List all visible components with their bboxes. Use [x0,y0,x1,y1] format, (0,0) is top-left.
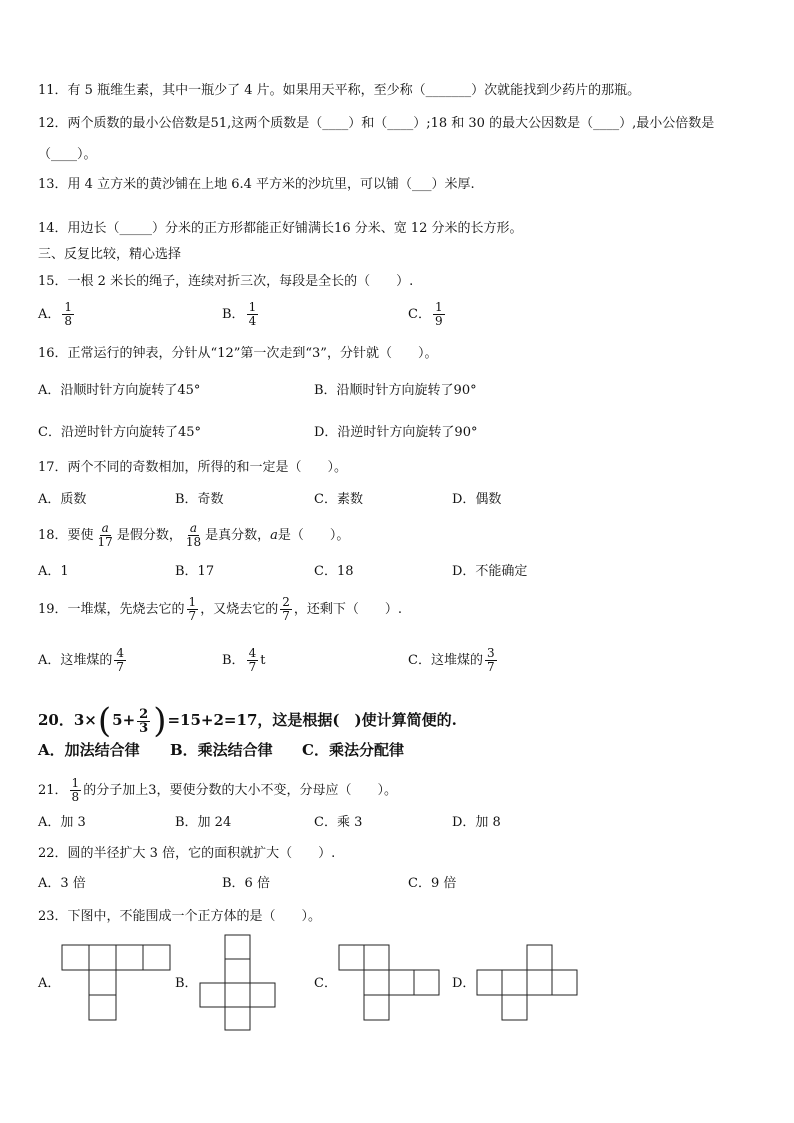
q17-option-c[interactable]: C．素数 [314,492,363,507]
question-13: 13．用 4 立方米的黄沙铺在上地 6.4 平方米的沙坑里，可以铺（___）米厚. [38,177,475,192]
q21-option-b[interactable]: B．加 24 [175,815,232,830]
q16-option-c[interactable]: C．沿逆时针方向旋转了45° [38,425,201,440]
fraction: $\frac{2}{7}$ [282,595,290,623]
fraction: $\frac{1}{7}$ [188,595,197,623]
question-11: 11．有 5 瓶维生素，其中一瓶少了 4 片。如果用天平称，至少称（_______）次就能找到少药片的那瓶。 [38,83,641,98]
section-3-heading: 三、反复比较，精心选择 [38,247,182,262]
q17-option-a[interactable]: A．质数 [38,492,87,507]
cube-net-d[interactable] [477,945,579,1021]
q23-option-c-label[interactable]: C． [314,976,337,991]
q22-option-c[interactable]: C．9 倍 [408,876,457,891]
q15-option-a[interactable]: A． $\frac{1}{8}$ [38,300,73,328]
right-parenthesis: ) [153,701,167,741]
fraction: $\frac{4}{7}$ [248,646,257,674]
question-12-line2: （____）。 [38,147,97,162]
fraction: $\frac{2}{3}$ [139,706,149,736]
fraction: $\frac{4}{7}$ [116,646,125,674]
q19-option-b[interactable]: B． $\frac{4}{7}$ t [222,646,266,674]
question-22: 22．圆的半径扩大 3 倍，它的面积就扩大（ ）. [38,846,336,861]
q23-option-a-label[interactable]: A． [38,976,61,991]
q22-option-a[interactable]: A．3 倍 [38,876,86,891]
question-21: 21． $\frac{1}{8}$ 的分子加上3，要使分数的大小不变，分母应（ ）。 [38,776,397,804]
q20-option-b[interactable]: B．乘法结合律 [170,741,273,759]
q15-option-c[interactable]: C． $\frac{1}{9}$ [408,300,443,328]
fraction: $\frac{a}{17}$ [97,521,113,549]
fraction: $\frac{1}{4}$ [248,300,257,328]
question-23: 23．下图中，不能围成一个正方体的是（ ）。 [38,909,322,924]
cube-net-c[interactable] [339,945,441,1021]
question-15: 15．一根 2 米长的绳子，连续对折三次，每段是全长的（ ）. [38,274,414,289]
fraction: $\frac{a}{18}$ [185,521,202,549]
q23-option-b-label[interactable]: B． [175,976,198,991]
q20-option-c[interactable]: C．乘法分配律 [302,741,404,759]
fraction: $\frac{3}{7}$ [486,646,495,674]
q22-option-b[interactable]: B．6 倍 [222,876,270,891]
question-20: 20．3×(5+ $\frac{2}{3}$ )=15+2=17，这是根据( )使计算简便的. [38,701,457,741]
q18-option-c[interactable]: C．18 [314,564,354,579]
fraction: $\frac{1}{9}$ [434,300,443,328]
fraction: $\frac{1}{8}$ [71,776,80,804]
q19-option-c[interactable]: C．这堆煤的 $\frac{3}{7}$ [408,646,495,674]
cube-net-a[interactable] [62,945,172,1021]
question-14: 14．用边长（_____）分米的正方形都能正好铺满长16 分米、宽 12 分米的长方形。 [38,221,523,236]
question-19: 19．一堆煤，先烧去它的 $\frac{1}{7}$ ，又烧去它的 $\frac{2}{7}$ ，还剩下（ ）. [38,595,402,623]
question-16: 16．正常运行的钟表，分针从“12”第一次走到“3”，分针就（ ）。 [38,346,438,361]
q18-option-a[interactable]: A．1 [38,564,69,579]
question-18: 18．要使 $\frac{a}{17}$ 是假分数， $\frac{a}{18}$ 是真分数，a是（ ）。 [38,521,350,549]
q15-option-b[interactable]: B． $\frac{1}{4}$ [222,300,257,328]
q17-option-d[interactable]: D．偶数 [452,492,502,507]
q18-option-d[interactable]: D．不能确定 [452,564,528,579]
fraction: $\frac{1}{8}$ [64,300,73,328]
q21-option-c[interactable]: C．乘 3 [314,815,363,830]
q16-option-a[interactable]: A．沿顺时针方向旋转了45° [38,383,201,398]
q17-option-b[interactable]: B．奇数 [175,492,224,507]
q23-option-d-label[interactable]: D． [452,976,476,991]
cube-net-b[interactable] [200,935,276,1031]
left-parenthesis: ( [97,701,112,741]
q19-option-a[interactable]: A．这堆煤的 $\frac{4}{7}$ [38,646,125,674]
q21-option-d[interactable]: D．加 8 [452,815,501,830]
question-17: 17．两个不同的奇数相加，所得的和一定是（ ）。 [38,460,348,475]
q16-option-d[interactable]: D．沿逆时针方向旋转了90° [314,425,478,440]
q18-option-b[interactable]: B．17 [175,564,215,579]
q20-option-a[interactable]: A．加法结合律 [38,741,140,759]
question-12-line1: 12．两个质数的最小公倍数是51,这两个质数是（____）和（____）;18 和 30 的最大公因数是（____）,最小公倍数是 [38,116,715,131]
q16-option-b[interactable]: B．沿顺时针方向旋转了90° [314,383,477,398]
q21-option-a[interactable]: A．加 3 [38,815,86,830]
